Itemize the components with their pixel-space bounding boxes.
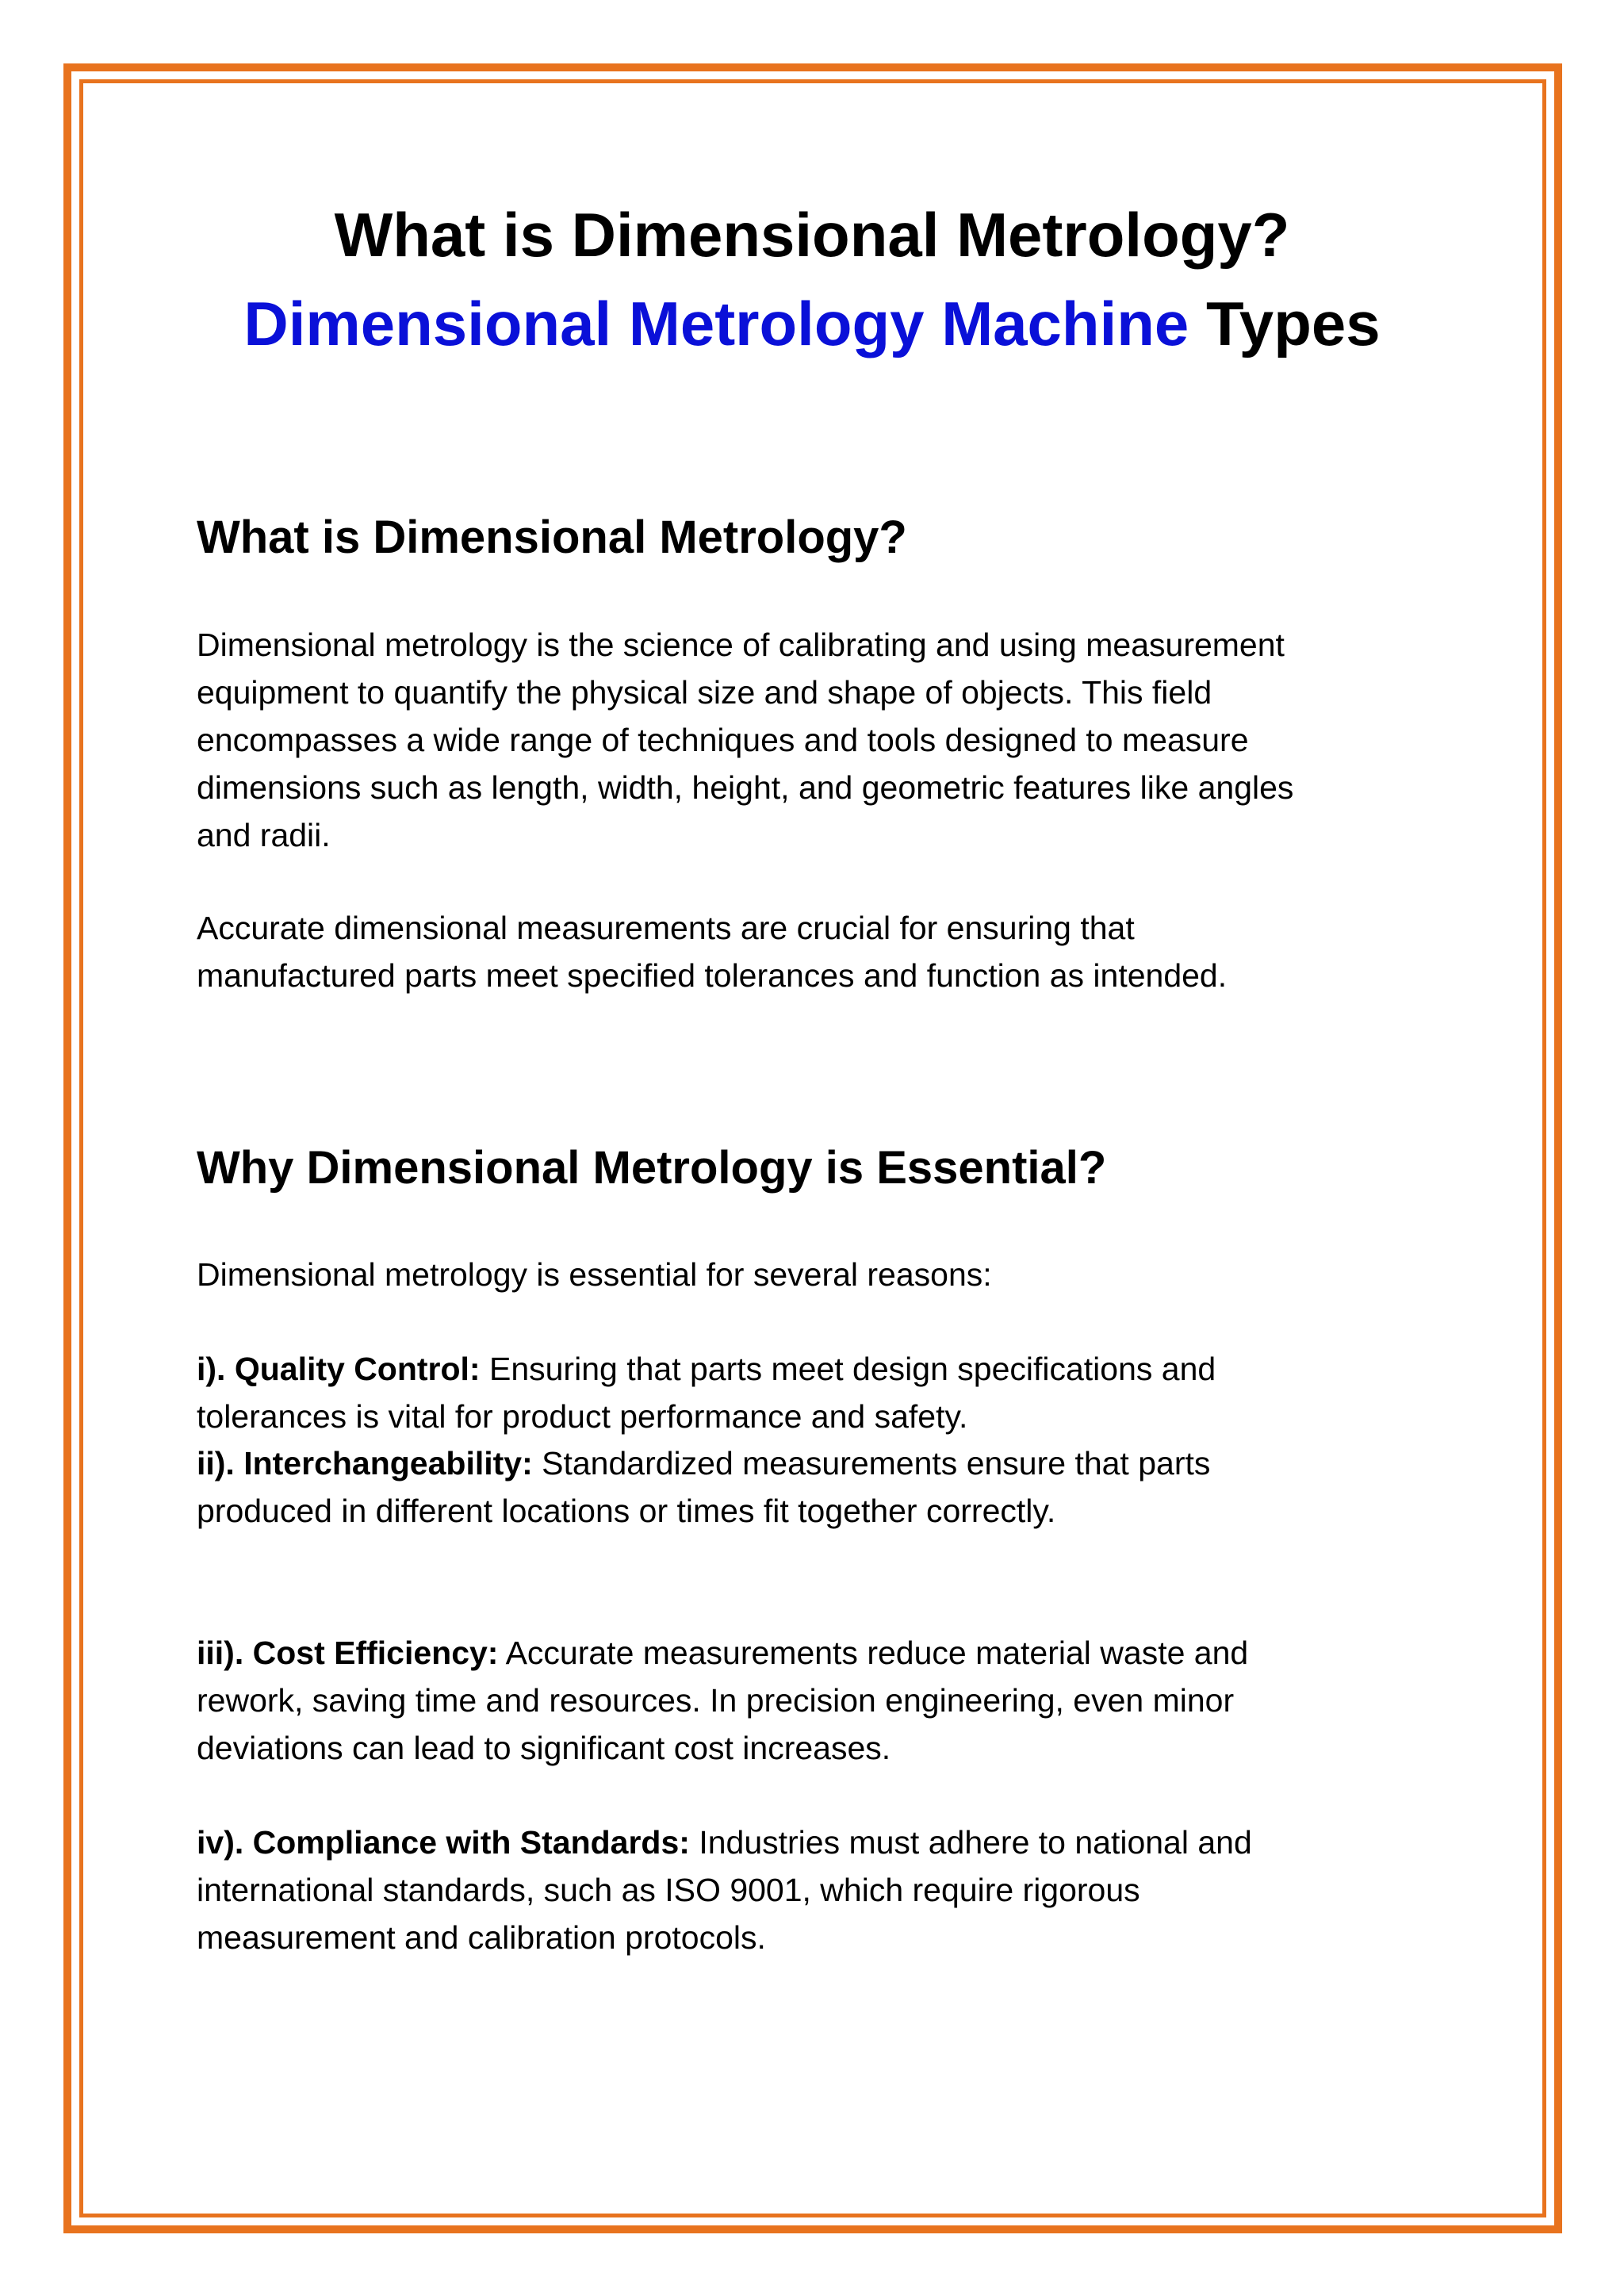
page-title: [0, 190, 1624, 279]
paragraph-line: Accurate dimensional measurements are crucial for ensuring that: [197, 910, 1135, 946]
paragraph-line: tolerances is vital for product performance and safety.: [197, 1398, 968, 1435]
section-heading-what-is: What is Dimensional Metrology?: [197, 512, 907, 563]
paragraph-line: manufactured parts meet specified tolerances and function as intended.: [197, 957, 1228, 994]
section-heading-why-essential: Why Dimensional Metrology is Essential?: [197, 1142, 1107, 1194]
paragraph-line: produced in different locations or times fit together correctly.: [197, 1493, 1056, 1529]
paragraph-line: and radii.: [197, 817, 331, 853]
reason-label: ii). Interchangeability:: [197, 1445, 533, 1481]
paragraph-line: Dimensional metrology is essential for several reasons:: [197, 1256, 992, 1293]
reason-label: i). Quality Control:: [197, 1351, 481, 1387]
importance-paragraph: [197, 904, 1434, 999]
paragraph-line: [197, 1345, 1434, 1393]
paragraph-line: [197, 1439, 1434, 1487]
definition-paragraph: [197, 621, 1434, 859]
reason-item-compliance: [197, 1819, 1434, 1961]
paragraph-line: [197, 1819, 1434, 1866]
page-title-line1: What is Dimensional Metrology?: [334, 200, 1290, 270]
paragraph-line: international standards, such as ISO 9001, which require rigorous: [197, 1872, 1140, 1908]
reason-item-cost-efficiency: [197, 1629, 1434, 1772]
reason-text: Industries must adhere to national and: [689, 1824, 1252, 1861]
reason-item-interchangeability: [197, 1439, 1434, 1535]
reason-text: Ensuring that parts meet design specifications and: [480, 1351, 1216, 1387]
reason-label: iii). Cost Efficiency:: [197, 1635, 499, 1671]
reason-label: iv). Compliance with Standards:: [197, 1824, 690, 1861]
machine-types-link[interactable]: Dimensional Metrology Machine: [243, 289, 1189, 358]
paragraph-line: deviations can lead to significant cost increases.: [197, 1730, 891, 1766]
paragraph-line: encompasses a wide range of techniques and tools designed to measure: [197, 722, 1249, 758]
reason-text: Accurate measurements reduce material waste and: [498, 1635, 1249, 1671]
page-subtitle-suffix: Types: [1189, 289, 1381, 358]
paragraph-line: equipment to quantify the physical size and shape of objects. This field: [197, 674, 1212, 711]
paragraph-line: Dimensional metrology is the science of calibrating and using measurement: [197, 627, 1285, 663]
paragraph-line: dimensions such as length, width, height, and geometric features like angles: [197, 769, 1294, 806]
paragraph-line: [197, 1629, 1434, 1677]
reasons-intro: [197, 1251, 1434, 1298]
reason-item-quality-control: [197, 1345, 1434, 1440]
page-subtitle: [0, 279, 1624, 368]
paragraph-line: rework, saving time and resources. In precision engineering, even minor: [197, 1682, 1235, 1719]
paragraph-line: measurement and calibration protocols.: [197, 1919, 766, 1956]
reason-text: Standardized measurements ensure that parts: [532, 1445, 1211, 1481]
